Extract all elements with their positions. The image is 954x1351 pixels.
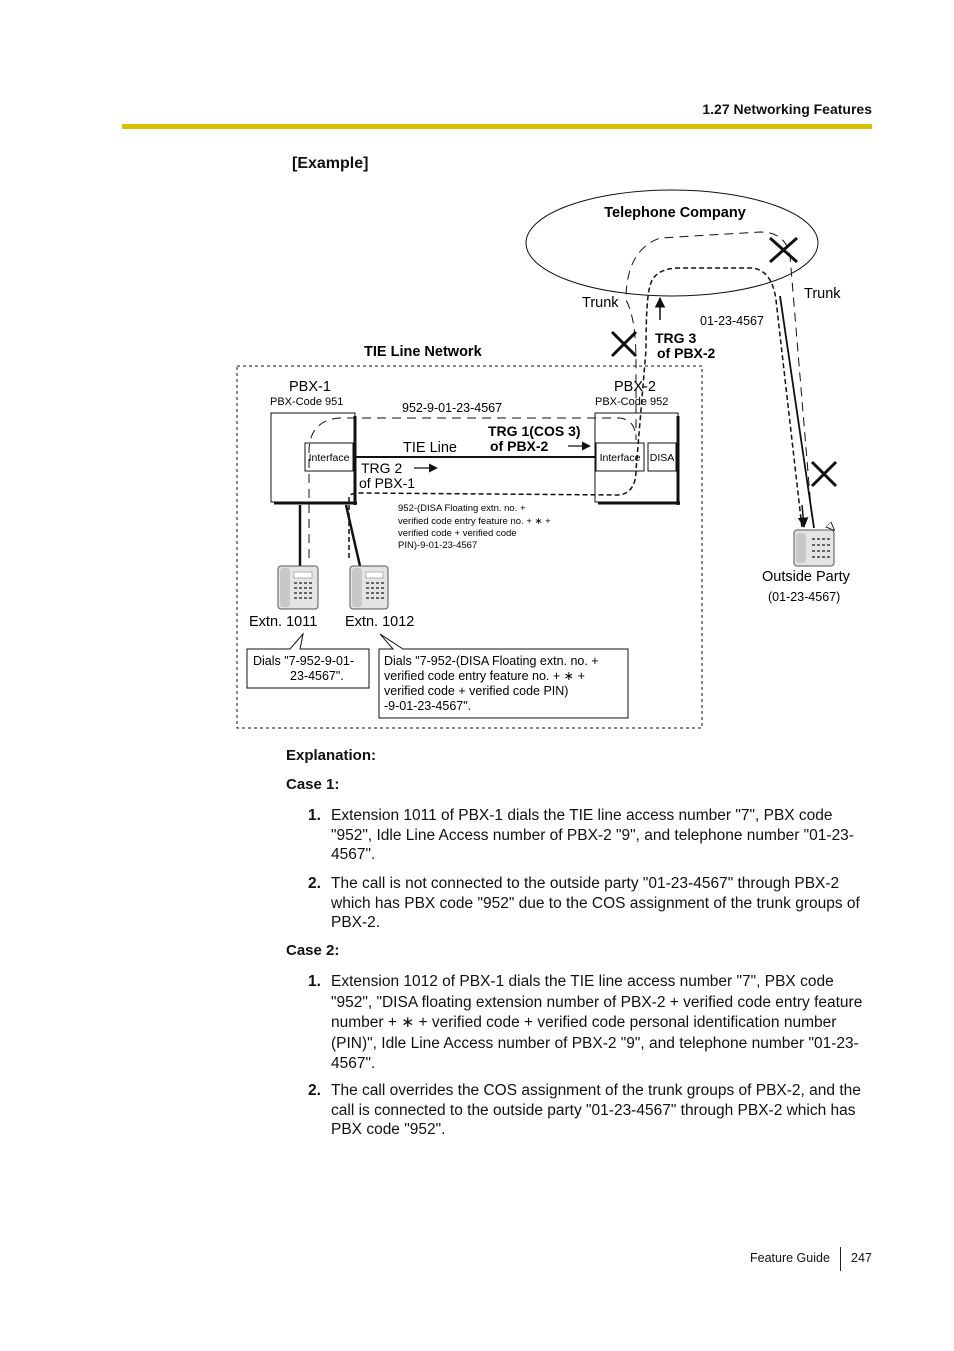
trg3-label-2: of PBX-2 xyxy=(657,345,716,361)
dialed-number: 952-9-01-23-4567 xyxy=(402,401,503,415)
pbx2-label: PBX-2 xyxy=(614,379,656,395)
trg3-label: TRG 3 xyxy=(655,330,697,346)
pbx1-code: PBX-Code 951 xyxy=(270,396,344,408)
list-text: Extension 1012 of PBX-1 dials the TIE line access number "7", PBX code "952", "DISA floating extension number of PBX-2 + verified code entry feature number + ∗ + verified code + verified code personal identification number (PIN)", Idle Line Access number of PBX-2 "9", and telephone number "01-23-4567". xyxy=(331,973,863,1072)
trg2-label-2: of PBX-1 xyxy=(359,475,416,491)
pbx1-label: PBX-1 xyxy=(289,379,331,395)
list-number: 1. xyxy=(308,973,321,990)
dial-box-1-line2: 23-4567". xyxy=(290,669,344,683)
disa-note-line4: PIN)-9-01-23-4567 xyxy=(398,540,478,551)
outside-number-label: 01-23-4567 xyxy=(700,314,764,328)
case1-title: Case 1: xyxy=(286,776,340,793)
dial-box-2-line1: Dials "7-952-(DISA Floating extn. no. + xyxy=(384,654,599,668)
trg1-label: TRG 1(COS 3) xyxy=(488,423,581,439)
pbx2-code: PBX-Code 952 xyxy=(595,396,669,408)
outside-party-label: Outside Party xyxy=(762,569,850,585)
tie-network-label: TIE Line Network xyxy=(364,344,482,360)
extn-1012-label: Extn. 1012 xyxy=(345,614,415,630)
blocked-x-mark-outside xyxy=(812,462,836,486)
section-title: 1.27 Networking Features xyxy=(702,101,872,117)
dial-box-2-line4: -9-01-23-4567". xyxy=(384,699,472,713)
disa-note-line3: verified code + verified code xyxy=(398,528,517,539)
outside-party-phone-icon xyxy=(794,530,834,566)
trg1-label-2: of PBX-2 xyxy=(490,438,549,454)
dial-box-2-line2: verified code entry feature no. + ∗ + xyxy=(384,669,585,683)
telephone-company-label: Telephone Company xyxy=(604,205,746,221)
page-number: 247 xyxy=(851,1251,872,1265)
list-number: 1. xyxy=(308,807,321,824)
case1-call-path xyxy=(309,232,812,558)
trg2-label: TRG 2 xyxy=(361,460,403,476)
case2-item-1 xyxy=(308,972,872,1075)
extn-1012-phone-icon xyxy=(350,566,388,609)
explanation-title: Explanation: xyxy=(286,747,377,764)
pbx2-interface-label: Interface xyxy=(599,452,641,464)
case2-title: Case 2: xyxy=(286,942,340,959)
footer-label: Feature Guide xyxy=(750,1251,830,1265)
blocked-x-mark-trunk-left xyxy=(612,332,636,356)
extn-1011-label: Extn. 1011 xyxy=(249,614,318,630)
trunk-left-label: Trunk xyxy=(582,295,619,311)
dial-box-1-line1: Dials "7-952-9-01- xyxy=(253,654,355,668)
list-number: 2. xyxy=(308,875,321,892)
outside-party-number: (01-23-4567) xyxy=(768,590,841,604)
list-text: Extension 1011 of PBX-1 dials the TIE line access number "7", PBX code "952", Idle Line Access number of PBX-2 "9", and telephone number "01-23-4567". xyxy=(331,807,854,863)
trunk-right-line xyxy=(780,296,814,528)
disa-note-line2: verified code entry feature no. + ∗ + xyxy=(398,516,551,527)
trunk-right-label: Trunk xyxy=(804,286,841,302)
list-text: The call overrides the COS assignment of the trunk groups of PBX-2, and the call is connected to the outside party "01-23-4567" through PBX-2 which has PBX code "952". xyxy=(331,1082,861,1138)
pbx2-disa-label: DISA xyxy=(649,452,675,464)
tie-line-label: TIE Line xyxy=(403,440,457,456)
dial-box-2-line3: verified code + verified code PIN) xyxy=(384,684,569,698)
list-number: 2. xyxy=(308,1082,321,1099)
case2-item-2 xyxy=(308,1081,872,1140)
case1-item-1 xyxy=(308,806,872,865)
example-label: [Example] xyxy=(292,155,369,172)
case1-item-2 xyxy=(308,874,872,933)
disa-note-line1: 952-(DISA Floating extn. no. + xyxy=(398,503,526,514)
footer-separator xyxy=(840,1247,841,1271)
list-text: The call is not connected to the outside party "01-23-4567" through PBX-2 which has PBX code "952" due to the COS assignment of the trunk groups of PBX-2. xyxy=(331,875,860,931)
extn-1011-phone-icon xyxy=(278,566,318,609)
pbx1-interface-label: Interface xyxy=(308,452,350,464)
